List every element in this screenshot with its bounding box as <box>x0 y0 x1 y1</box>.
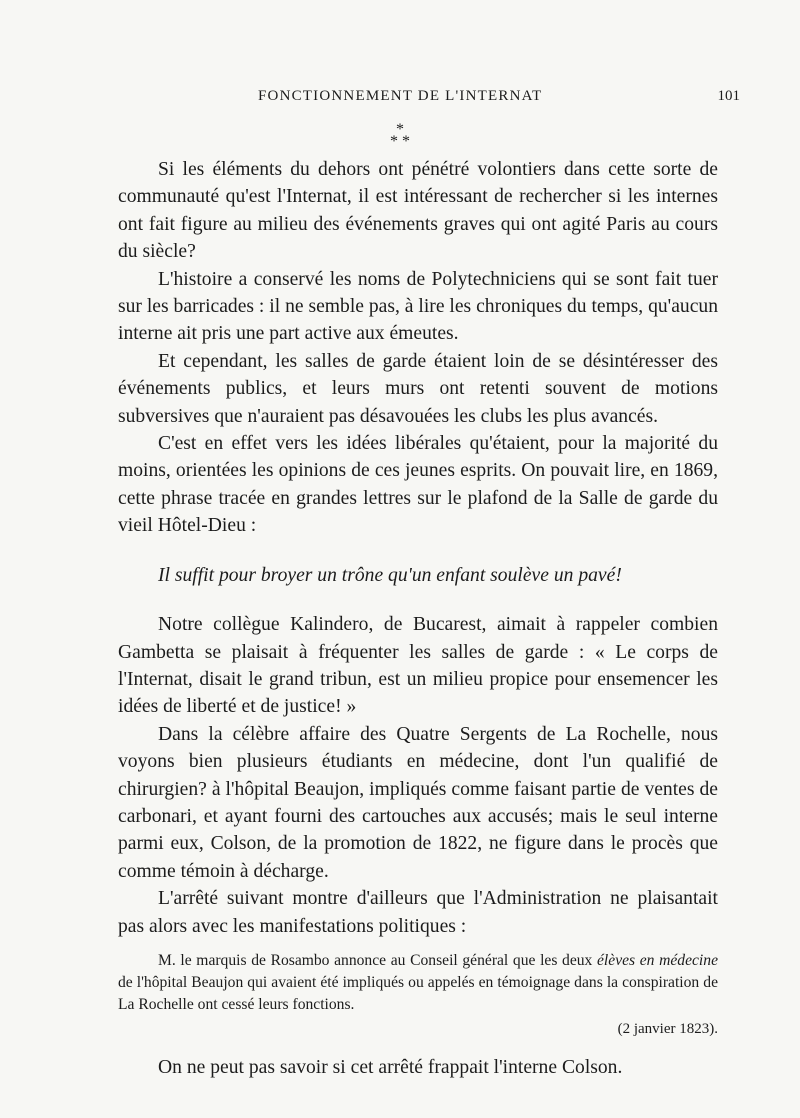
separator-bottom-asterisks: * * <box>390 133 410 150</box>
body-text <box>118 156 718 1081</box>
ceiling-inscription: Il suffit pour broyer un trône qu'un enfant soulève un pavé! <box>158 564 622 586</box>
decree-emphasis: élèves en médecine <box>597 951 718 969</box>
decree-date: (2 janvier 1823). <box>617 1020 718 1037</box>
decree-text-start: M. le marquis de Rosambo annonce au Conseil général que les deux <box>158 951 598 969</box>
final-paragraph: On ne peut pas savoir si cet arrêté frappait l'interne Colson. <box>158 1056 623 1078</box>
paragraph-6: Dans la célèbre affaire des Quatre Sergents de La Rochelle, nous voyons bien plusieurs étudiants en médecine, dont l'un qualifié de chirurgien? à l'hôpital Beaujon, impliqués comme faisant partie de ventes de carbonari, et ayant fourni des cartouches aux accusés; mais le seul interne parmi eux, Colson, de la promotion de 1822, ne figure dans le procès que comme témoin à décharge. <box>118 723 718 882</box>
paragraph-4: C'est en effet vers les idées libérales qu'étaient, pour la majorité du moins, orientées les opinions de ces jeunes esprits. On pouvait lire, en 1869, cette phrase tracée en grandes lettres sur le plafond de la Salle de garde du vieil Hôtel-Dieu : <box>118 433 718 537</box>
paragraph-7: L'arrêté suivant montre d'ailleurs que l'Administration ne plaisantait pas alors avec les manifestations politiques : <box>118 888 718 937</box>
paragraph-1: Si les éléments du dehors ont pénétré volontiers dans cette sorte de communauté qu'est l'Internat, il est intéressant de rechercher si les internes ont fait figure au milieu des événements graves qui ont agité Paris au cours du siècle? <box>118 159 718 263</box>
page-number: 101 <box>717 88 740 104</box>
paragraph-5: Notre collègue Kalindero, de Bucarest, aimait à rappeler combien Gambetta se plaisait à fréquenter les salles de garde : « Le corps de l'Internat, disait le grand tribun, est un milieu propice pour ensemencer les idées de liberté et de justice! » <box>118 614 718 718</box>
decree-text-end: de l'hôpital Beaujon qui avaient été impliqués ou appelés en témoignage dans la conspiration de La Rochelle ont cessé leurs fonctions. <box>118 973 718 1013</box>
decree-quote <box>118 950 718 1040</box>
running-title: FONCTIONNEMENT DE L'INTERNAT <box>258 88 543 104</box>
separator-top-asterisk: * <box>396 121 404 138</box>
section-separator <box>0 121 800 150</box>
decree-text <box>118 950 718 1016</box>
paragraph-2: L'histoire a conservé les noms de Polytechniciens qui se sont fait tuer sur les barricades : il ne semble pas, à lire les chroniques du temps, qu'aucun interne ait pris une part active aux émeutes. <box>118 268 718 345</box>
paragraph-3: Et cependant, les salles de garde étaient loin de se désintéresser des événements publics, et leurs murs ont retenti souvent de motions subversives que n'auraient pas désavouées les clubs les plus avancés. <box>118 350 718 427</box>
